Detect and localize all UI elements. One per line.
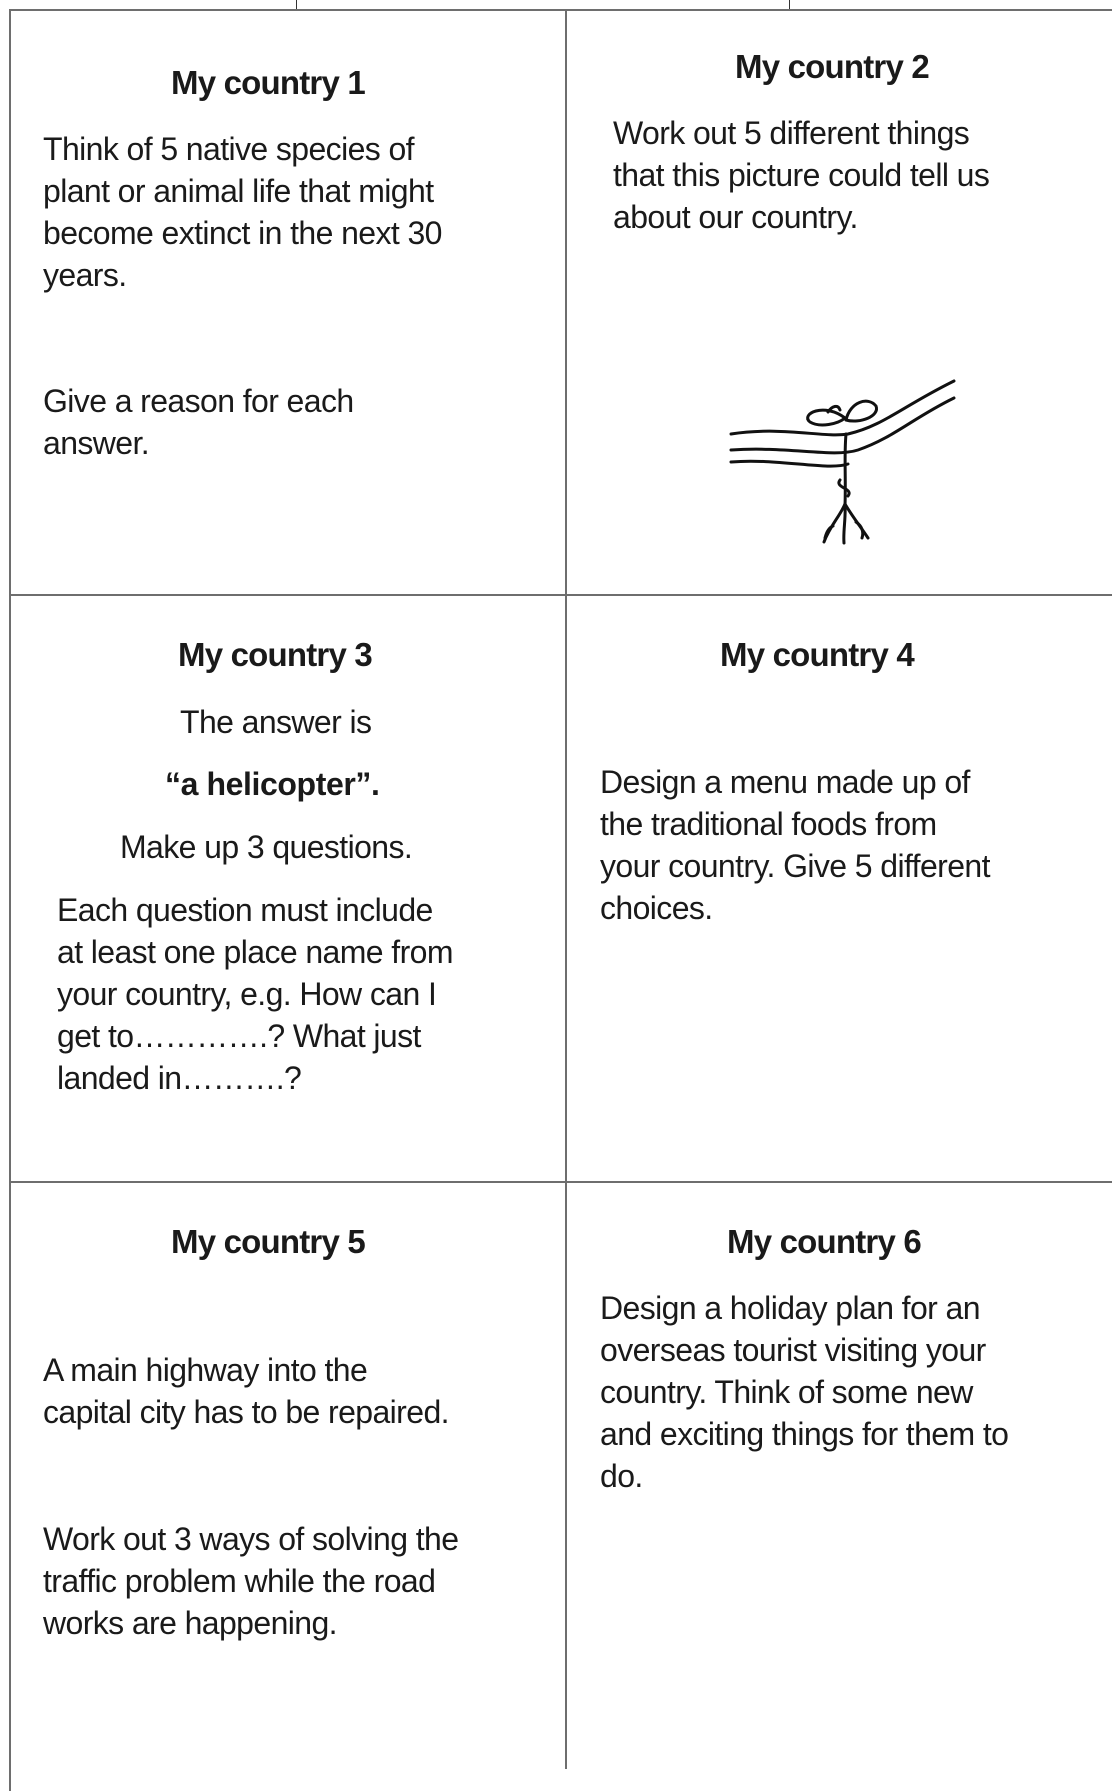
text-line: Each question must include bbox=[57, 892, 433, 928]
text-line: works are happening. bbox=[43, 1605, 337, 1641]
text-line: Think of 5 native species of bbox=[43, 131, 414, 167]
card-6-paragraph-1 bbox=[600, 1287, 1008, 1497]
text-line: landed in……….? bbox=[57, 1060, 302, 1096]
text-line: the traditional foods from bbox=[600, 806, 937, 842]
text-line: become extinct in the next 30 bbox=[43, 215, 442, 251]
card-4-title: My country 4 bbox=[720, 636, 914, 673]
card-3-title: My country 3 bbox=[178, 636, 372, 673]
card-1-paragraph-2 bbox=[43, 380, 354, 464]
card-1-title: My country 1 bbox=[171, 64, 365, 101]
card-5-title: My country 5 bbox=[171, 1223, 365, 1260]
column-divider bbox=[565, 9, 567, 1769]
card-4-paragraph-1 bbox=[600, 761, 990, 929]
text-line: answer. bbox=[43, 425, 150, 461]
text-line: Work out 5 different things bbox=[613, 115, 970, 151]
card-5-paragraph-2 bbox=[43, 1518, 458, 1644]
text-line: Work out 3 ways of solving the bbox=[43, 1521, 459, 1557]
text-line: do. bbox=[600, 1458, 643, 1494]
row-divider-2 bbox=[9, 1181, 1112, 1183]
text-line: get to………….? What just bbox=[57, 1018, 421, 1054]
text-line: A main highway into the bbox=[43, 1352, 368, 1388]
card-3-instruction: Make up 3 questions. bbox=[120, 829, 413, 865]
card-6-title: My country 6 bbox=[727, 1223, 921, 1260]
text-line: your country, e.g. How can I bbox=[57, 976, 437, 1012]
text-line: that this picture could tell us bbox=[613, 157, 990, 193]
text-line: about our country. bbox=[613, 199, 858, 235]
text-line: at least one place name from bbox=[57, 934, 453, 970]
card-2-paragraph-1 bbox=[613, 112, 989, 238]
text-line: traffic problem while the road bbox=[43, 1563, 436, 1599]
text-line: Give a reason for each bbox=[43, 383, 354, 419]
card-3-answer: “a helicopter”. bbox=[165, 766, 380, 802]
text-line: plant or animal life that might bbox=[43, 173, 434, 209]
seedling-sketch-icon bbox=[728, 376, 960, 548]
card-1-paragraph-1 bbox=[43, 128, 442, 296]
text-line: years. bbox=[43, 257, 127, 293]
card-2-title: My country 2 bbox=[735, 48, 929, 85]
card-3-paragraph-1 bbox=[57, 889, 453, 1099]
text-line: capital city has to be repaired. bbox=[43, 1394, 449, 1430]
text-line: Design a holiday plan for an bbox=[600, 1290, 980, 1326]
text-line: and exciting things for them to bbox=[600, 1416, 1009, 1452]
card-3-lead: The answer is bbox=[180, 704, 372, 740]
card-5-paragraph-1 bbox=[43, 1349, 449, 1433]
text-line: overseas tourist visiting your bbox=[600, 1332, 986, 1368]
text-line: country. Think of some new bbox=[600, 1374, 973, 1410]
text-line: choices. bbox=[600, 890, 713, 926]
text-line: your country. Give 5 different bbox=[600, 848, 990, 884]
row-divider-1 bbox=[9, 594, 1112, 596]
text-line: Design a menu made up of bbox=[600, 764, 970, 800]
